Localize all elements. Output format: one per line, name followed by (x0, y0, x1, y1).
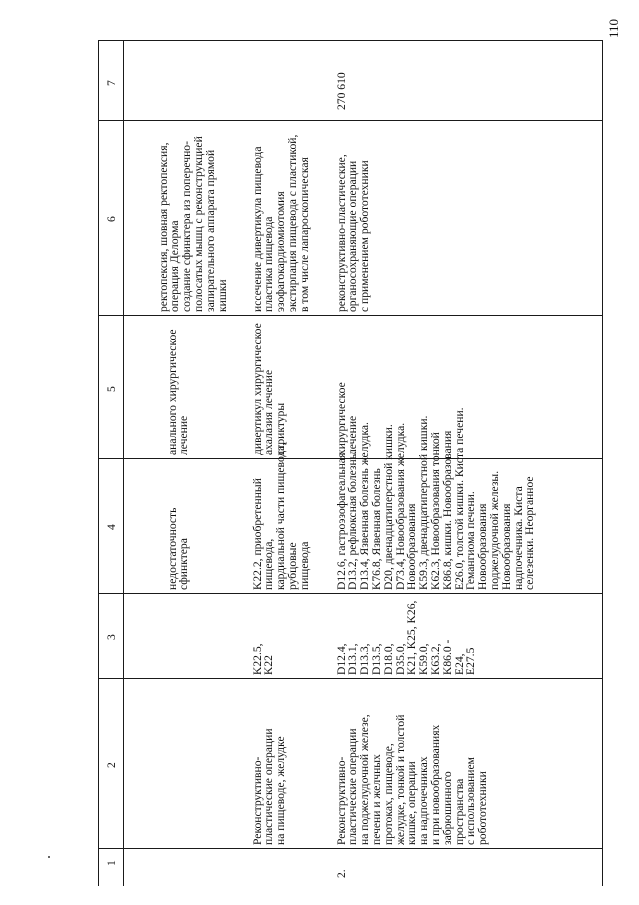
header-col-1: 1 (105, 860, 118, 866)
row3-number: 2. (334, 869, 348, 878)
col-separator-3-4 (98, 593, 602, 594)
row3-diagnosis: D12.6, гастроэзофагеальная D13.2, рефлюксная болезнь. D13.4, Язвенная болезнь желудка. K76.8, Язвенная болезнь D20, двенадцатиперстной кишки. D73.4, Новообразования желудка. Новообразования K59.3, двенадцатиперстной кишки. K62.3, Новообразования тонкой K86.8, кишки. Новообразования E26.0, толстой кишки. Киста печени. Гемангиома печени. Новообразования поджелудочной железы. Новообразования надпочечника. Киста селезенки. Неорганное (334, 407, 537, 590)
row1-method: ректопексия, шовная ректопексия, операция Делорма создание сфинктера из поперечно- полосатых мышц с реконструкцией запирательного аппарата прямой кишки (156, 136, 229, 312)
header-col-6: 6 (105, 216, 118, 222)
header-col-5: 5 (105, 386, 118, 392)
col-separator-5-6 (98, 315, 602, 316)
header-col-7: 7 (105, 80, 118, 86)
header-col-4: 4 (105, 524, 118, 530)
row3-cost: 270 610 (334, 72, 348, 110)
row1-treatment-type: анального хирургическое лечение (165, 329, 191, 455)
header-col-3: 3 (105, 634, 118, 640)
row1-diagnosis: недостаточность сфинктера (165, 507, 191, 590)
row3-method: реконструктивно-пластические, органосохраняющие операции с применением робототехники (334, 154, 372, 312)
col-separator-6-7 (98, 120, 602, 121)
row2-treatment-type: дивертикул хирургическое ахалазия лечение стриктуры (250, 323, 288, 455)
row2-method: иссечение дивертикула пищевода пластика пищевода эзофагокардиомиотомия экстирпация пищевода с пластикой, в том числе лапароскопическая (250, 134, 311, 312)
header-col-2: 2 (105, 762, 118, 768)
header-row-separator (123, 40, 124, 886)
page-number: 110 (606, 18, 622, 39)
row3-procedure-name: Реконструктивно- пластические операции на поджелудочной железе, печени и желчных протоках, пищеводе, желудке, тонкой и толстой кишке, операции на надпочечниках и при новообразованиях забрюшинного пространства с использованием робототехники (334, 714, 490, 845)
row2-icd-codes: K22.5, K22 (250, 643, 276, 675)
table-border-top (98, 40, 602, 41)
col-separator-2-3 (98, 678, 602, 679)
col-separator-1-2 (98, 848, 602, 849)
row2-diagnosis: K22.2, приобретенный пищевода, кардиальной части пищевода, рубцовые пищевода (250, 442, 311, 590)
table-border-right (602, 40, 603, 886)
row2-procedure-name: Реконструктивно- пластические операции на пищеводе, желудке (250, 728, 288, 845)
row3-icd-codes: D12.4, D13.1, D13.3, D13.5, D18.0, D35.0, K21, K25, K26, K59.0, K63.2, K86.0 - E24, E27.5 (334, 600, 478, 675)
row3-treatment-type: хирургическое лечение (334, 382, 360, 455)
scan-speck (48, 856, 50, 858)
table-border-left (98, 40, 99, 886)
